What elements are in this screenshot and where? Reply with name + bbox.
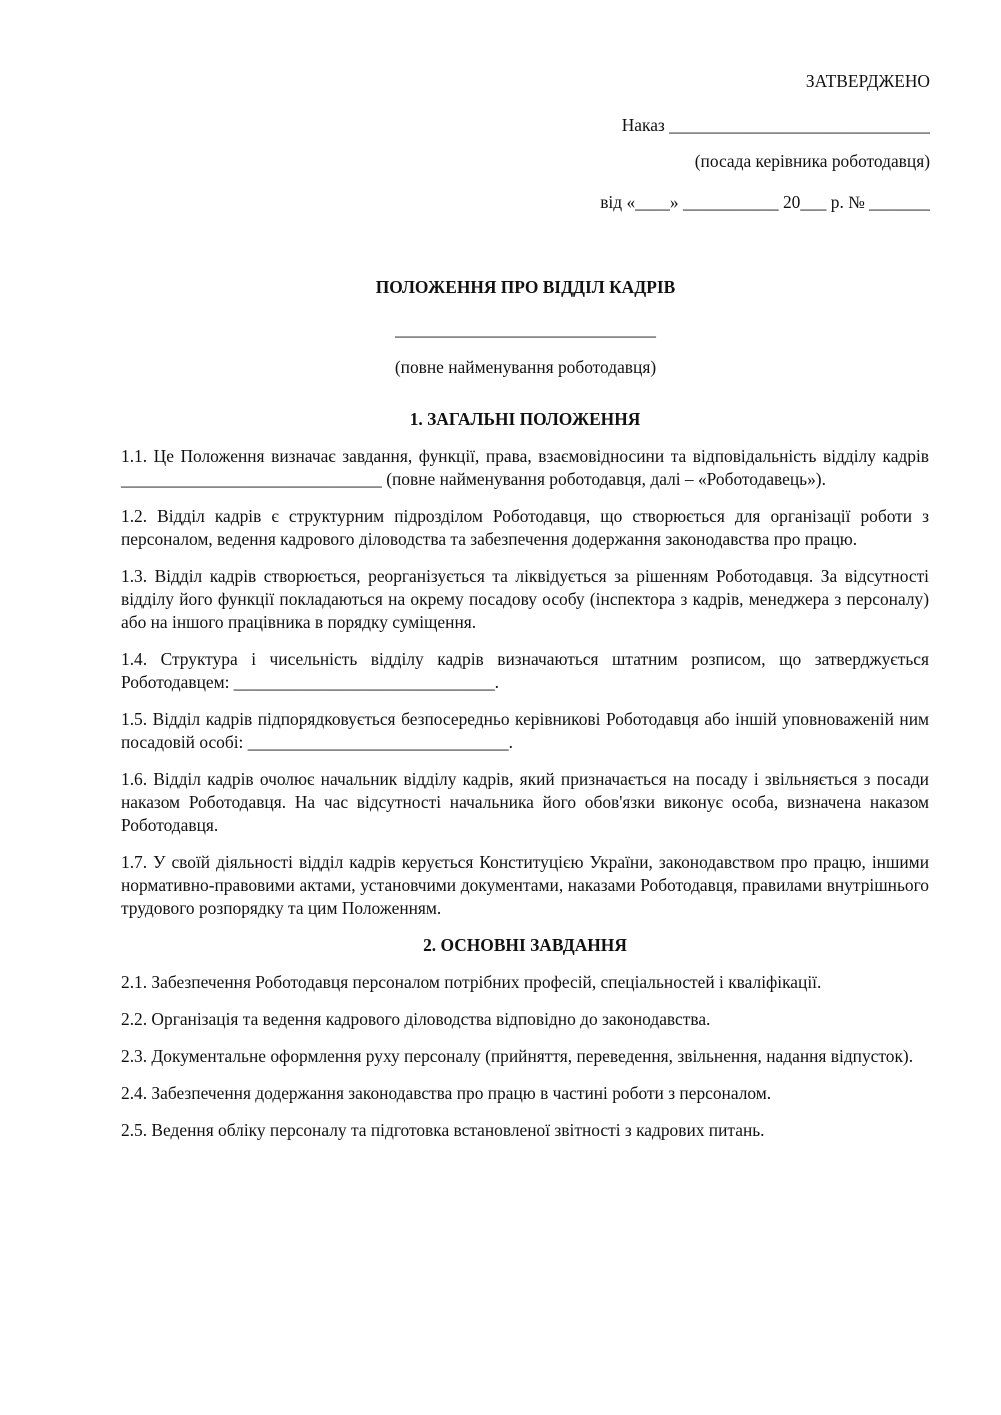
paragraph-1-7: 1.7. У своїй діяльності відділ кадрів керується Конституцією України, законодавством про працю, іншими нормативно-правовими актами, установчими документами, наказами Роботодавця, правилами внутрішнього трудового розпорядку та цим Положенням.	[121, 852, 929, 918]
paragraph-2-4: 2.4. Забезпечення додержання законодавства про працю в частині роботи з персоналом.	[121, 1083, 772, 1103]
employer-name-caption: (повне найменування роботодавця)	[394, 357, 657, 377]
position-caption: (посада керівника роботодавця)	[694, 151, 930, 171]
paragraph-1-4: 1.4. Структура і чисельність відділу кадрів визначаються штатним розписом, що затверджується Роботодавцем: ______________________________.	[121, 649, 929, 692]
section-main-tasks	[121, 934, 929, 1142]
paragraph-1-3: 1.3. Відділ кадрів створюється, реорганізується та ліквідується за рішенням Роботодавця. За відсутності відділу його функції покладаються на окрему посадову особу (інспектора з кадрів, менеджера з персоналу) або на іншого працівника в порядку суміщення.	[121, 566, 929, 632]
paragraph-2-2: 2.2. Організація та ведення кадрового діловодства відповідно до законодавства.	[121, 1009, 711, 1029]
paragraph-1-1: 1.1. Це Положення визначає завдання, функції, права, взаємовідносини та відповідальність відділу кадрів ______________________________ (повне найменування роботодавця, далі – «Роботодавець»).	[121, 446, 929, 489]
document-title: ПОЛОЖЕННЯ ПРО ВІДДІЛ КАДРІВ	[375, 277, 676, 297]
employer-name-line: ______________________________	[395, 319, 656, 339]
approved-label: ЗАТВЕРДЖЕНО	[805, 71, 930, 91]
paragraph-2-1: 2.1. Забезпечення Роботодавця персоналом потрібних професій, спеціальностей і кваліфікації.	[121, 972, 822, 992]
paragraph-2-3: 2.3. Документальне оформлення руху персоналу (прийняття, переведення, звільнення, надання відпусток).	[121, 1046, 914, 1066]
document-body	[121, 408, 929, 1142]
paragraph-1-5: 1.5. Відділ кадрів підпорядковується безпосередньо керівникові Роботодавця або іншій уповноваженій ним посадовій особі: ______________________________.	[121, 709, 929, 752]
paragraph-1-2: 1.2. Відділ кадрів є структурним підрозділом Роботодавця, що створюється для організації роботи з персоналом, ведення кадрового діловодства та забезпечення додержання законодавства про працю.	[121, 506, 929, 549]
order-line: Наказ ______________________________	[621, 115, 930, 135]
section-heading: 2. ОСНОВНІ ЗАВДАННЯ	[423, 935, 627, 955]
section-general-provisions	[121, 408, 929, 920]
section-heading: 1. ЗАГАЛЬНІ ПОЛОЖЕННЯ	[409, 409, 641, 429]
order-date-line: від «____» ___________ 20___ р. № _______	[600, 192, 930, 212]
paragraph-1-6: 1.6. Відділ кадрів очолює начальник відділу кадрів, який призначається на посаду і звільняється з посади наказом Роботодавця. На час відсутності начальника його обов'язки виконує особа, визначена наказом Роботодавця.	[121, 769, 929, 835]
paragraph-2-5: 2.5. Ведення обліку персоналу та підготовка встановленої звітності з кадрових питань.	[121, 1120, 765, 1140]
